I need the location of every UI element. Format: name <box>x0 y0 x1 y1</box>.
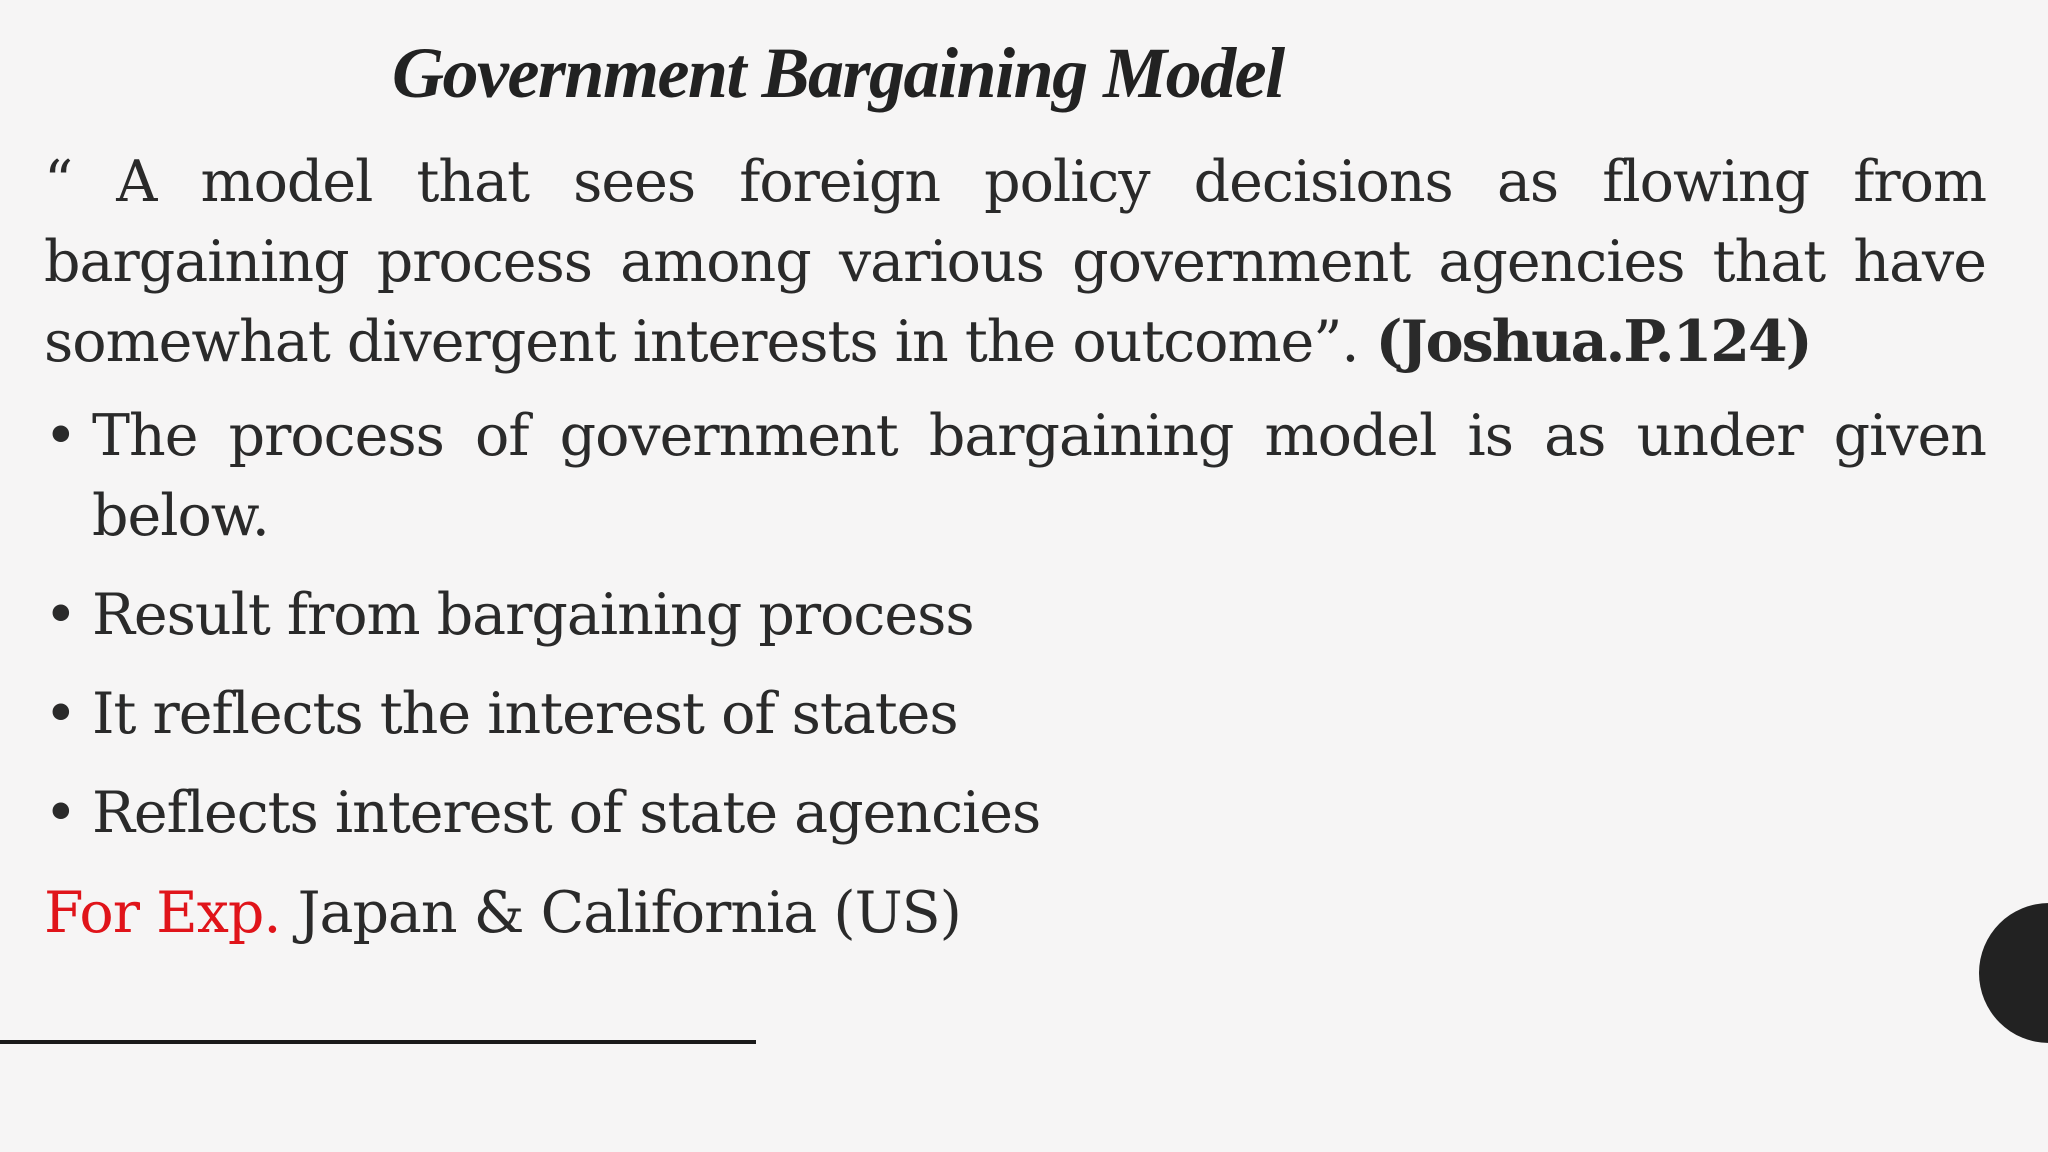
bullet-icon: • <box>44 582 77 648</box>
bullet-text: Result from bargaining process <box>92 582 974 648</box>
bullet-icon: • <box>44 780 77 846</box>
slide-title: Government Bargaining Model <box>392 33 1284 113</box>
bullet-icon: • <box>44 403 77 469</box>
bottom-rule-divider <box>0 1040 756 1044</box>
bullet-list <box>44 396 1986 853</box>
bullet-item-result <box>44 575 1986 655</box>
bullet-item-process <box>44 396 1986 556</box>
decorative-circle <box>1979 903 2048 1043</box>
bullet-text: The process of government bargaining model is as under given below. <box>92 403 1986 549</box>
definition-text: “ A model that sees foreign policy decisions as flowing from bargaining process among various government agencies that have somewhat divergent interests in the outcome”. <box>44 149 1986 375</box>
slide-body <box>44 142 1986 953</box>
example-text: Japan & California (US) <box>297 880 961 946</box>
citation: (Joshua.P.124) <box>1375 308 1811 375</box>
bullet-text: Reflects interest of state agencies <box>92 780 1041 846</box>
example-label: For Exp. <box>44 880 281 946</box>
bullet-item-states <box>44 674 1986 754</box>
example-line <box>44 873 1986 953</box>
bullet-item-agencies <box>44 773 1986 853</box>
bullet-text: It reflects the interest of states <box>92 681 958 747</box>
bullet-icon: • <box>44 681 77 747</box>
definition-paragraph <box>44 142 1986 382</box>
